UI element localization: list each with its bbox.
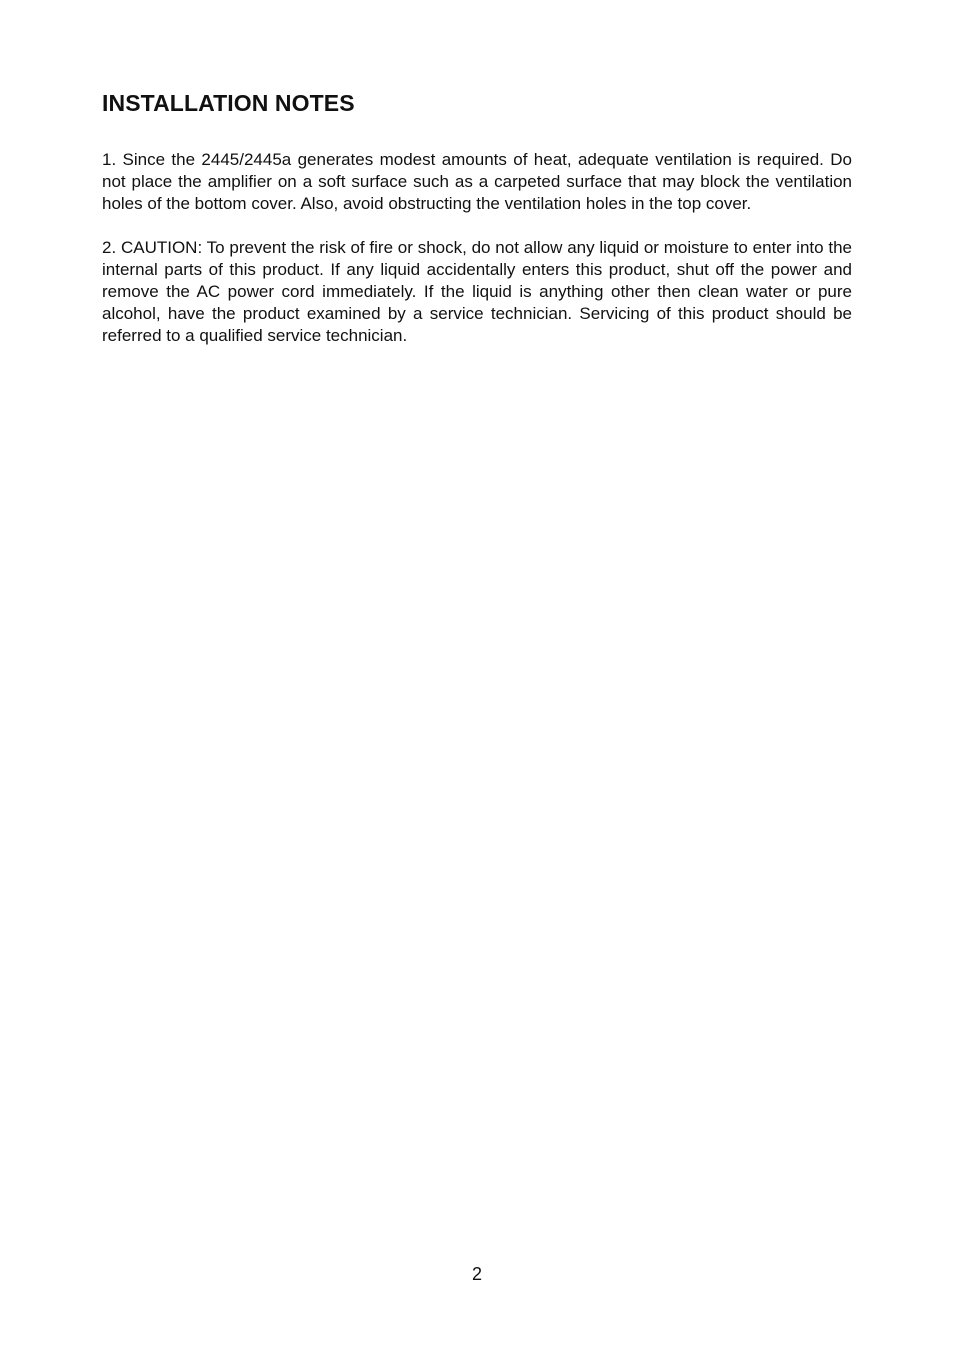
installation-note-caution: 2. CAUTION: To prevent the risk of fire or shock, do not allow any liquid or moisture to enter into the internal parts of this product. If any liquid accidentally enters this product, shut off the power and remove the AC power cord immediately. If the liquid is anything other then clean water or pure alcohol, have the product examined by a service technician. Servicing of this product should be referred to a qualified service technician. xyxy=(102,238,852,345)
installation-note-ventilation: 1. Since the 2445/2445a generates modest amounts of heat, adequate ventilation is required. Do not place the amplifier on a soft surface such as a carpeted surface that may block the ventilation holes of the bottom cover. Also, avoid obstructing the ventilation holes in the top cover. xyxy=(102,150,852,213)
page-number: 2 xyxy=(471,1264,482,1284)
page-title: INSTALLATION NOTES xyxy=(102,90,355,116)
notes-body xyxy=(102,149,852,369)
